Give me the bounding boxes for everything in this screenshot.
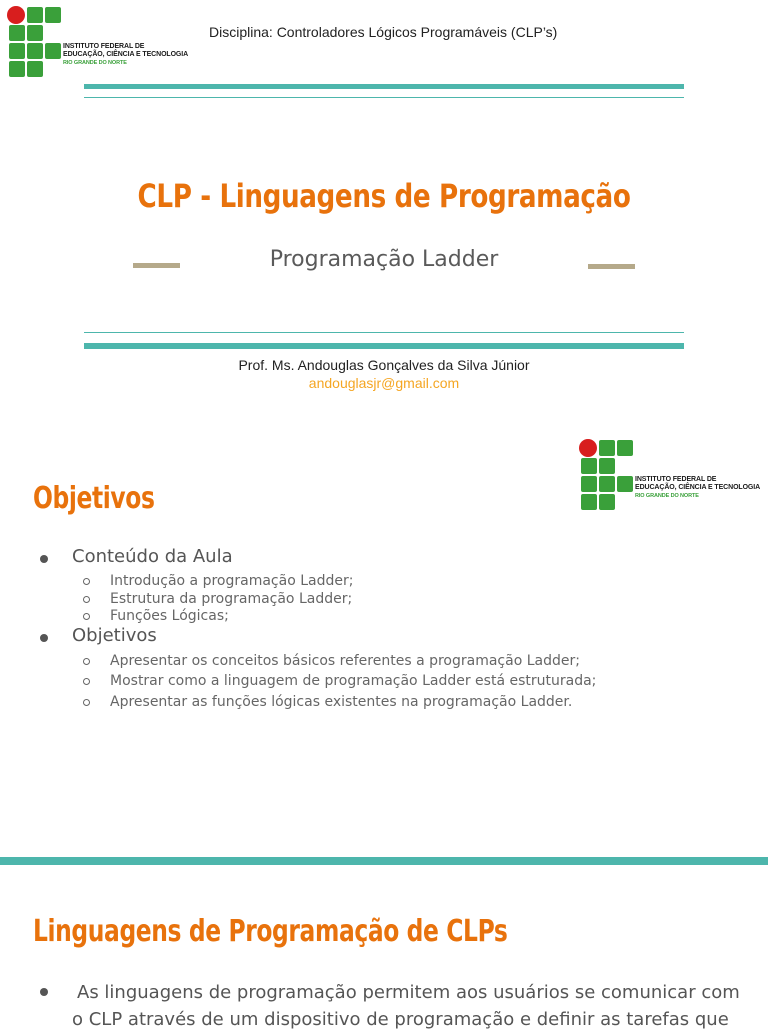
languages-title: Linguagens de Programação de CLPs [33, 914, 508, 949]
course-name: Disciplina: Controladores Lógicos Programáveis (CLP’s) [209, 24, 558, 40]
bottom-thick-rule [84, 343, 684, 349]
list-item: Apresentar as funções lógicas existentes na programação Ladder. [110, 694, 573, 710]
section-label-objectives: Objetivos [72, 625, 157, 646]
logo-text: INSTITUTO FEDERAL DE EDUCAÇÃO, CIÊNCIA E TECNOLOGIA RIO GRANDE DO NORTE [63, 43, 189, 66]
logo-red-dot [579, 439, 597, 457]
objectives-title: Objetivos [33, 481, 155, 516]
top-thin-rule [84, 97, 684, 98]
sub-bullet [83, 658, 90, 665]
bullet [40, 555, 48, 563]
sub-bullet [83, 578, 90, 585]
list-item: Apresentar os conceitos básicos referentes a programação Ladder; [110, 653, 580, 669]
sub-bullet [83, 613, 90, 620]
top-thick-rule [84, 84, 684, 89]
institute-logo-slide2 [579, 439, 768, 513]
list-item: Mostrar como a linguagem de programação Ladder está estruturada; [110, 673, 597, 689]
slide-divider [0, 857, 768, 865]
sub-bullet [83, 678, 90, 685]
professor-email[interactable]: andouglasjr@gmail.com [308, 375, 460, 391]
sub-bullet [83, 596, 90, 603]
logo-text: INSTITUTO FEDERAL DE EDUCAÇÃO, CIÊNCIA E TECNOLOGIA RIO GRANDE DO NORTE [635, 476, 761, 499]
list-item: Estrutura da programação Ladder; [110, 591, 353, 607]
institute-logo [7, 6, 192, 80]
professor-name: Prof. Ms. Andouglas Gonçalves da Silva Júnior [238, 357, 530, 373]
right-dash [588, 264, 635, 269]
list-item: Funções Lógicas; [110, 608, 229, 624]
languages-paragraph: As linguagens de programação permitem aos usuários se comunicar com o CLP através de um dispositivo de programação e definir as tarefas que [72, 982, 740, 1030]
section-label-content: Conteúdo da Aula [72, 546, 233, 567]
logo-red-dot [7, 6, 25, 24]
cover-title: CLP - Linguagens de Programação [137, 177, 631, 215]
bullet [40, 988, 48, 996]
bottom-thin-rule [84, 332, 684, 333]
bullet [40, 634, 48, 642]
sub-bullet [83, 699, 90, 706]
list-item: Introdução a programação Ladder; [110, 573, 354, 589]
cover-subtitle: Programação Ladder [269, 247, 499, 272]
